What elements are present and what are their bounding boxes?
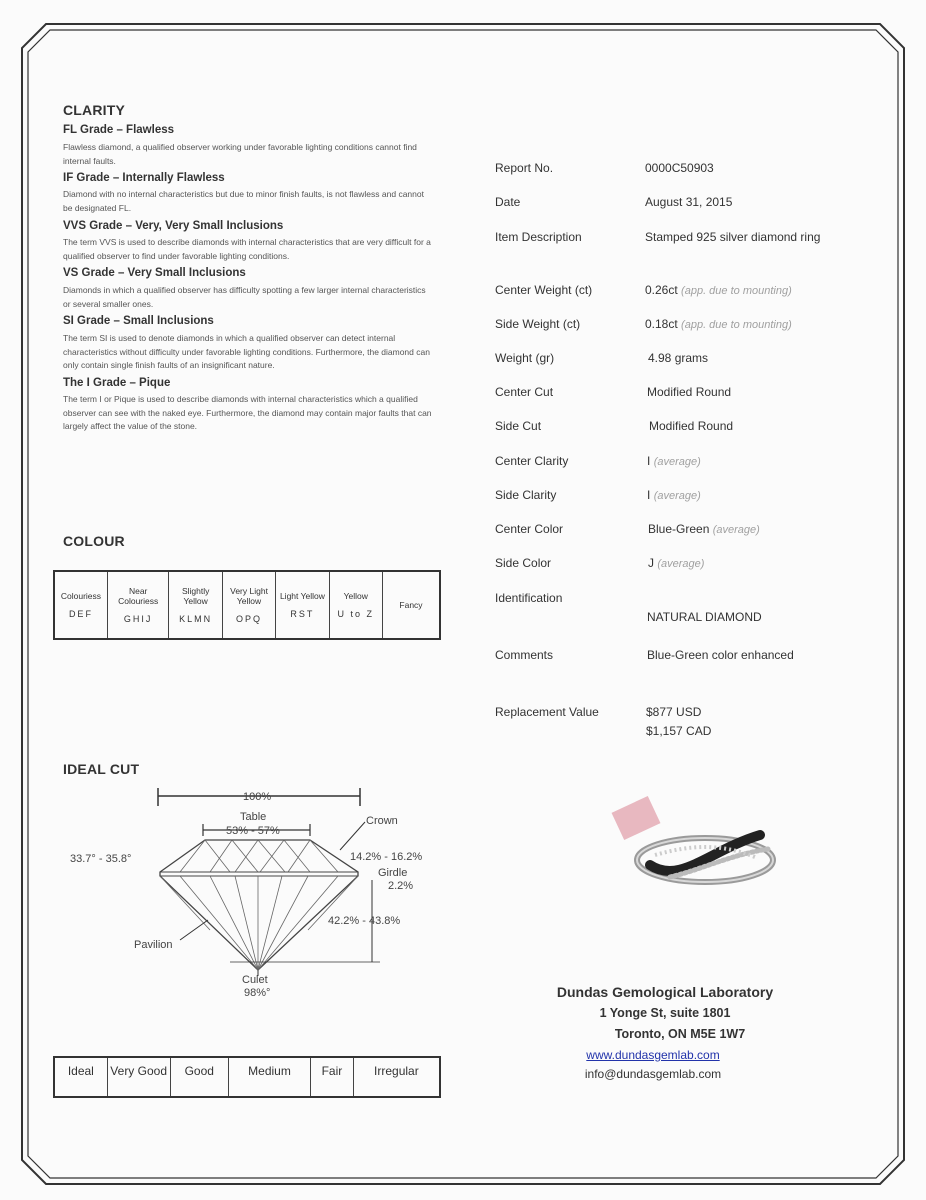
culet-label: Culet <box>242 974 268 986</box>
center-cut-label: Center Cut <box>495 385 554 399</box>
side-color-value <box>648 556 704 570</box>
side-clarity-grade: I <box>647 488 651 502</box>
colour-cell <box>382 571 440 639</box>
side-color-note: (average) <box>657 558 705 570</box>
identification-value: NATURAL DIAMOND <box>647 610 762 624</box>
colour-cell <box>329 571 382 639</box>
table-label: Table <box>240 811 267 823</box>
replacement-value-usd: $877 USD <box>646 705 702 719</box>
cut-grade-cell: Good <box>170 1057 228 1097</box>
colour-letters: DEF <box>68 609 93 619</box>
cut-grade-cell: Irregular <box>353 1057 440 1097</box>
crown-height-label: 14.2% - 16.2% <box>350 851 423 863</box>
weight-gr-label: Weight (gr) <box>495 351 555 365</box>
colour-heading: COLOUR <box>63 533 125 549</box>
center-cut-value: Modified Round <box>647 385 732 399</box>
colour-letters: U to Z <box>337 609 375 619</box>
center-color-value <box>648 522 760 536</box>
colour-name: Fancy <box>399 600 423 610</box>
culet-value: 98%° <box>244 987 271 999</box>
lab-address-1: 1 Yonge St, suite 1801 <box>599 1006 731 1020</box>
colour-letters: GHIJ <box>123 614 153 624</box>
colour-cell <box>54 571 107 639</box>
lab-website-link[interactable]: www.dundasgemlab.com <box>586 1048 720 1062</box>
center-clarity-value <box>647 454 701 468</box>
item-description-value: Stamped 925 silver diamond ring <box>645 230 821 244</box>
comments-value: Blue-Green color enhanced <box>647 648 794 662</box>
side-color-label: Side Color <box>495 556 552 570</box>
cut-grade-cell: Fair <box>311 1057 354 1097</box>
replacement-value-label: Replacement Value <box>495 705 599 719</box>
colour-name: Slightly Yellow <box>181 586 210 606</box>
grade-fl-desc: Flawless diamond, a qualified observer working under favorable lighting conditions cannot find internal faults. <box>63 142 417 166</box>
side-cut-value: Modified Round <box>649 419 734 433</box>
colour-cell <box>276 571 329 639</box>
clarity-heading: CLARITY <box>63 102 126 118</box>
colour-name: Near Colouriess <box>118 586 159 606</box>
colour-cell <box>222 571 275 639</box>
report-no-label: Report No. <box>495 161 554 175</box>
girdle-value: 2.2% <box>388 880 414 892</box>
grade-vvs-title: VVS Grade – Very, Very Small Inclusions <box>63 220 284 232</box>
width-label: 100% <box>243 791 272 803</box>
colour-letters: OPQ <box>236 614 263 624</box>
cut-grade-cell: Ideal <box>54 1057 107 1097</box>
colour-letters: KLMN <box>179 614 213 624</box>
ideal-cut-heading: IDEAL CUT <box>63 761 140 777</box>
center-color-note: (average) <box>712 524 760 536</box>
crown-angle-label: 33.7° - 35.8° <box>70 853 132 865</box>
center-clarity-note: (average) <box>653 456 701 468</box>
center-color-grade: Blue-Green <box>648 522 710 536</box>
center-weight-label: Center Weight (ct) <box>495 283 593 297</box>
grade-if-title: IF Grade – Internally Flawless <box>63 172 225 184</box>
center-clarity-grade: I <box>647 454 651 468</box>
grade-vs-desc: Diamonds in which a qualified observer has difficulty spotting a few larger internal characteristics or several smaller ones. <box>63 285 426 309</box>
date-value: August 31, 2015 <box>645 195 733 209</box>
cut-grade-table <box>53 1056 441 1098</box>
pavilion-label: Pavilion <box>134 939 173 951</box>
side-weight-amount: 0.18ct <box>645 317 678 331</box>
side-weight-note: (app. due to mounting) <box>681 319 792 331</box>
colour-name: Yellow <box>343 591 368 601</box>
grade-vvs-desc: The term VVS is used to describe diamonds with internal characteristics that are very difficult for a qualified observer to find under favorable lighting conditions. <box>63 237 431 261</box>
grade-i-desc: The term I or Pique is used to describe diamonds with internal characteristics which a qualified observer can see with the naked eye. Furthermore, the diamond may contain major faults that can largely affect the value of the stone. <box>63 394 432 431</box>
side-weight-value <box>645 317 792 331</box>
replacement-value-cad: $1,157 CAD <box>646 724 712 738</box>
weight-gr-value: 4.98 grams <box>648 351 709 365</box>
side-weight-label: Side Weight (ct) <box>495 317 581 331</box>
center-weight-note: (app. due to mounting) <box>681 285 792 297</box>
side-clarity-label: Side Clarity <box>495 488 557 502</box>
comments-label: Comments <box>495 648 554 662</box>
side-clarity-value <box>647 488 701 502</box>
identification-label: Identification <box>495 591 563 605</box>
center-weight-amount: 0.26ct <box>645 283 678 297</box>
lab-name: Dundas Gemological Laboratory <box>556 984 774 1000</box>
colour-scale-table <box>53 570 441 640</box>
grade-si-desc: The term SI is used to denote diamonds in which a qualified observer can detect internal characteristics without difficulty under favorable lighting conditions. Furthermore, the diamond can only contain single finish faults of an insignificant nature. <box>63 333 430 370</box>
date-label: Date <box>495 195 521 209</box>
grade-if-desc: Diamond with no internal characteristics but due to minor finish faults, is not flawless and cannot be designated FL. <box>63 189 424 213</box>
ring-photo <box>610 795 790 905</box>
lab-address-2: Toronto, ON M5E 1W7 <box>614 1027 746 1041</box>
report-no-value: 0000C50903 <box>645 161 714 175</box>
lab-email: info@dundasgemlab.com <box>584 1067 722 1081</box>
side-cut-label: Side Cut <box>495 419 542 433</box>
colour-cell <box>169 571 222 639</box>
side-clarity-note: (average) <box>653 490 701 502</box>
colour-name: Colouriess <box>60 591 102 601</box>
cut-grade-cell: Very Good <box>107 1057 170 1097</box>
side-color-grade: J <box>648 556 654 570</box>
colour-name: Light Yellow <box>279 591 325 601</box>
table-range-label: 53% - 57% <box>226 825 280 837</box>
center-weight-value <box>645 283 792 297</box>
diamond-proportions-diagram <box>60 780 460 1010</box>
grade-vs-title: VS Grade – Very Small Inclusions <box>63 267 246 279</box>
colour-letters: RST <box>290 609 315 619</box>
pavilion-depth-label: 42.2% - 43.8% <box>328 915 401 927</box>
center-color-label: Center Color <box>495 522 564 536</box>
cut-grade-cell: Medium <box>228 1057 310 1097</box>
center-clarity-label: Center Clarity <box>495 454 569 468</box>
grade-fl-title: FL Grade – Flawless <box>63 124 175 136</box>
crown-label: Crown <box>366 815 398 827</box>
girdle-label: Girdle <box>378 867 408 879</box>
colour-name: Very Light Yellow <box>230 586 268 606</box>
colour-cell <box>107 571 169 639</box>
grade-si-title: SI Grade – Small Inclusions <box>63 315 214 327</box>
item-description-label: Item Description <box>495 230 582 244</box>
grade-i-title: The I Grade – Pique <box>63 377 171 389</box>
